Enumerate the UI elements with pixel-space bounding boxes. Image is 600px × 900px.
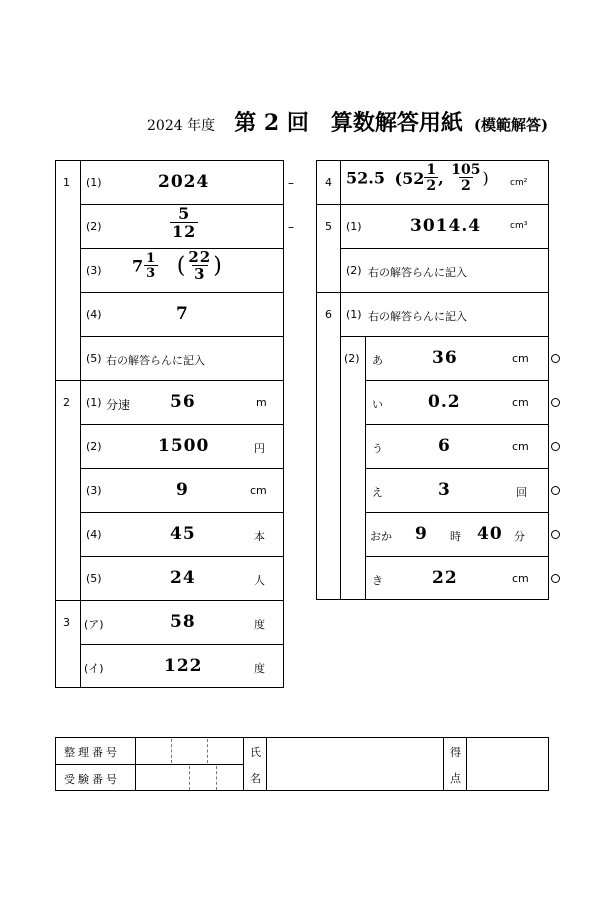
q6-1-label: (1) <box>346 308 362 321</box>
title-year: 2024 年度 <box>147 118 216 134</box>
q5-1-unit: cm³ <box>510 221 528 231</box>
q6-row-e-kana: え <box>372 486 383 499</box>
q3-i-unit: 度 <box>254 662 265 675</box>
q6-row-i-answer: 0.2 <box>428 392 461 412</box>
q2-5-unit: 人 <box>254 574 265 587</box>
q2-4-unit: 本 <box>254 530 265 543</box>
seiri-bangou-label: 整理番号 <box>64 746 120 759</box>
side-dash-2: – <box>288 220 294 234</box>
score-label-ten: 点 <box>450 772 464 785</box>
question-4-number: 4 <box>325 176 332 189</box>
q2-1-prefix: 分速 <box>106 398 131 412</box>
juken-bangou-label: 受験番号 <box>64 773 120 786</box>
q6-row-u-unit: cm <box>512 440 529 453</box>
q6-row-ki-kana: き <box>372 574 383 587</box>
page-title <box>147 106 548 137</box>
question-3-number: 3 <box>63 616 70 629</box>
question-6-number: 6 <box>325 308 332 321</box>
q6-row-a-answer: 36 <box>432 348 458 368</box>
q6-row-e-unit: 回 <box>516 486 527 499</box>
question-5-number: 5 <box>325 220 332 233</box>
q1-1-label: (1) <box>86 176 102 189</box>
q2-1-answer: 56 <box>170 392 196 412</box>
question-2-number: 2 <box>63 396 70 409</box>
q2-2-unit: 円 <box>254 442 265 455</box>
q6-row-u-kana: う <box>372 442 383 455</box>
side-circle-2 <box>551 398 560 407</box>
name-label-shi: 氏 <box>250 746 264 759</box>
q2-3-label: (3) <box>86 484 102 497</box>
side-circle-5 <box>551 530 560 539</box>
q1-5-label: (5) <box>86 352 102 365</box>
q6-row-ki-answer: 22 <box>432 568 458 588</box>
q3-a-answer: 58 <box>170 612 196 632</box>
q6-row-oka-kana: おか <box>370 530 392 543</box>
q6-1-note: 右の解答らんに記入 <box>368 310 467 323</box>
q5-1-label: (1) <box>346 220 362 233</box>
q3-a-unit: 度 <box>254 618 265 631</box>
q1-3-answer: 7 $\frac{1}{3}$ ( $\frac{22}{3}$ ) <box>132 248 223 283</box>
title-main: 第 2 回 算数解答用紙 <box>234 110 463 136</box>
side-dash-1: – <box>288 176 294 190</box>
name-label-mei: 名 <box>250 772 264 785</box>
q6-row-a-unit: cm <box>512 352 529 365</box>
q5-2-label: (2) <box>346 264 362 277</box>
q1-1-answer: 2024 <box>158 172 210 192</box>
q6-row-oka-hour: 9 <box>415 524 428 544</box>
q3-a-label: (ア) <box>84 618 104 631</box>
score-label-toku: 得 <box>450 746 464 759</box>
q1-4-label: (4) <box>86 308 102 321</box>
q5-1-answer: 3014.4 <box>410 216 482 236</box>
q3-i-label: (イ) <box>84 662 104 675</box>
q1-3-label: (3) <box>86 264 102 277</box>
q2-2-answer: 1500 <box>158 436 210 456</box>
q6-row-oka-minute: 40 <box>477 524 503 544</box>
q2-1-label: (1) <box>86 396 102 409</box>
q4-unit: cm² <box>510 178 528 188</box>
title-sub: (模範解答) <box>473 116 549 134</box>
q3-i-answer: 122 <box>164 656 203 676</box>
q6-row-oka-minute-unit: 分 <box>514 530 525 543</box>
q2-4-label: (4) <box>86 528 102 541</box>
q6-row-ki-unit: cm <box>512 572 529 585</box>
q6-row-e-answer: 3 <box>438 480 451 500</box>
q2-1-unit: m <box>256 396 267 409</box>
q6-row-i-unit: cm <box>512 396 529 409</box>
q6-2-label: (2) <box>344 352 360 365</box>
q2-2-label: (2) <box>86 440 102 453</box>
q6-row-a-kana: あ <box>372 354 383 367</box>
side-circle-4 <box>551 486 560 495</box>
q5-2-note: 右の解答らんに記入 <box>368 266 467 279</box>
q2-4-answer: 45 <box>170 524 196 544</box>
q4-answer: 52.5 (52 $\frac{1}{2}$ , $\frac{105}{2}$ ) <box>346 162 489 194</box>
q1-4-answer: 7 <box>176 304 189 324</box>
q1-5-note: 右の解答らんに記入 <box>106 354 205 367</box>
side-circle-6 <box>551 574 560 583</box>
q2-5-answer: 24 <box>170 568 196 588</box>
q1-2-label: (2) <box>86 220 102 233</box>
question-1-number: 1 <box>63 176 70 189</box>
q2-3-unit: cm <box>250 484 267 497</box>
q2-5-label: (5) <box>86 572 102 585</box>
q1-2-answer: $\frac{5}{12}$ <box>172 204 197 241</box>
side-circle-3 <box>551 442 560 451</box>
q2-3-answer: 9 <box>176 480 189 500</box>
q6-row-u-answer: 6 <box>438 436 451 456</box>
q6-row-oka-hour-unit: 時 <box>450 530 461 543</box>
q6-row-i-kana: い <box>372 398 383 411</box>
side-circle-1 <box>551 354 560 363</box>
